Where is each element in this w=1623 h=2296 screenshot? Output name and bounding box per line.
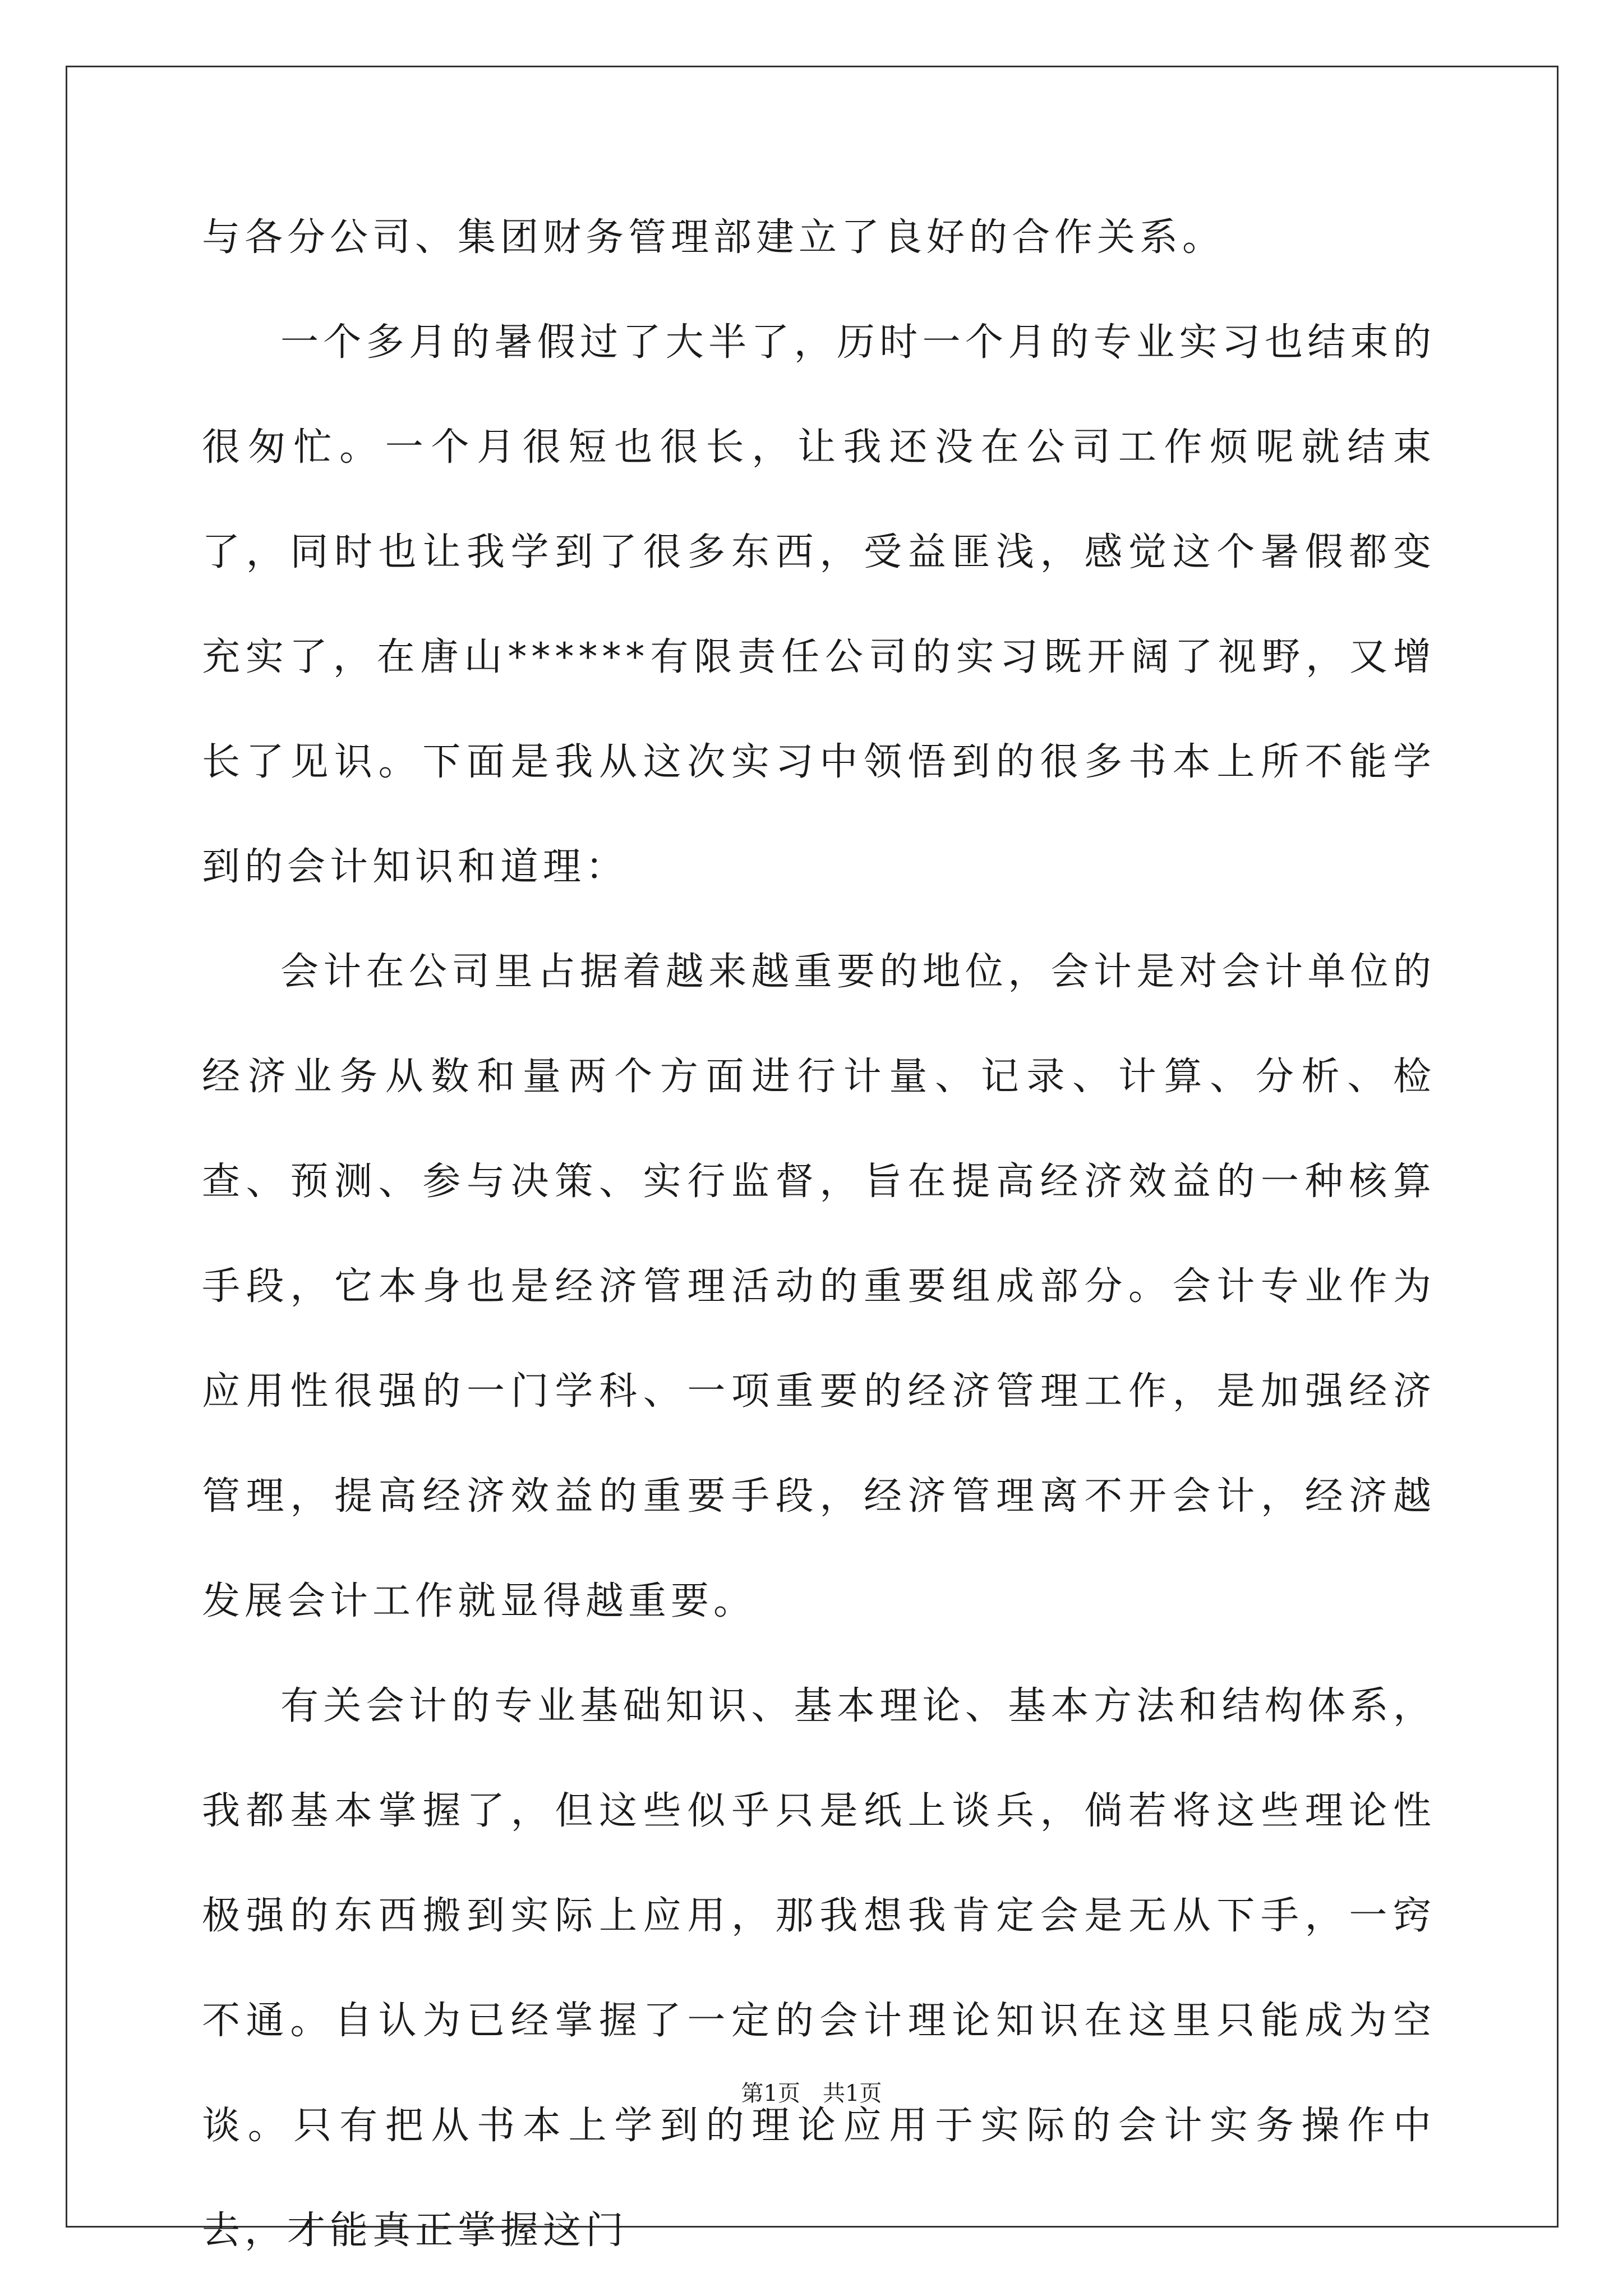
paragraph-accounting-role: 会计在公司里占据着越来越重要的地位，会计是对会计单位的经济业务从数和量两个方面进行计量、记录、计算、分析、检查、预测、参与决策、实行监督，旨在提高经济效益的一种核算手段，它本身也是经济管理活动的重要组成部分。会计专业作为应用性很强的一门学科、一项重要的经济管理工作，是加强经济管理，提高经济效益的重要手段，经济管理离不开会计，经济越发展会计工作就显得越重要。 bbox=[202, 950, 1436, 1623]
paragraph-continued: 与各分公司、集团财务管理部建立了良好的合作关系。 bbox=[202, 215, 1225, 260]
page-total: 共1页 bbox=[823, 2081, 882, 2106]
page-number: 第1页 bbox=[741, 2081, 800, 2106]
paragraph-internship: 一个多月的暑假过了大半了，历时一个月的专业实习也结束的很匆忙。一个月很短也很长，让我还没在公司工作烦呢就结束了，同时也让我学到了很多东西，受益匪浅，感觉这个暑假都变充实了，在唐山******有限责任公司的实习既开阔了视野，又增长了见识。下面是我从这次实习中领悟到的很多书本上所不能学到的会计知识和道理： bbox=[202, 320, 1436, 889]
page-footer bbox=[0, 2076, 1623, 2108]
document-body bbox=[202, 185, 1436, 2283]
paragraph-theory-practice: 有关会计的专业基础知识、基本理论、基本方法和结构体系，我都基本掌握了，但这些似乎只是纸上谈兵，倘若将这些理论性极强的东西搬到实际上应用，那我想我肯定会是无从下手，一窍不通。自认为已经掌握了一定的会计理论知识在这里只能成为空谈。只有把从书本上学到的理论应用于实际的会计实务操作中去，才能真正掌握这门 bbox=[202, 1684, 1436, 2253]
